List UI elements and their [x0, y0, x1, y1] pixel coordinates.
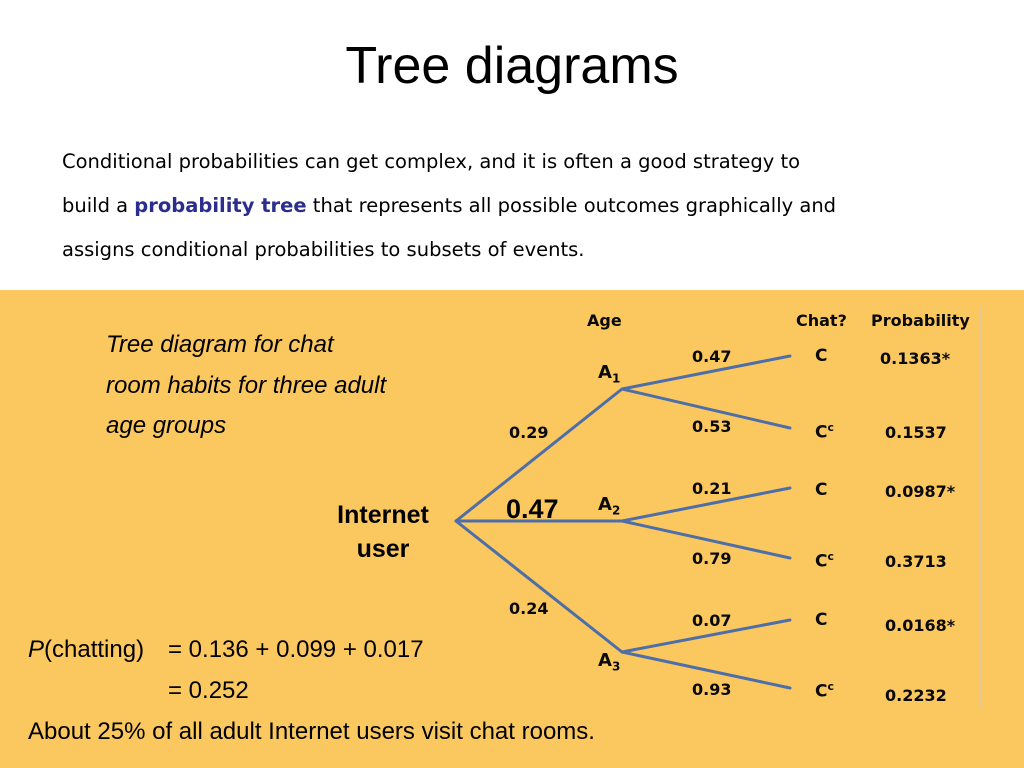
a1-outcome-cc-sup: c	[827, 421, 835, 434]
age-header: Age	[587, 311, 622, 330]
a1-chat-joint: 0.1363*	[880, 349, 951, 368]
a3-outcome-c-letter: C	[815, 610, 828, 630]
age-weight-a3: 0.24	[509, 599, 549, 618]
age-weight-a1: 0.29	[509, 423, 549, 442]
age-node-a3	[598, 650, 620, 674]
root-label-line-1: Internet	[337, 501, 429, 529]
a1-chat-prob: 0.47	[692, 347, 732, 366]
a2-nochat-joint: 0.3713	[885, 552, 947, 571]
age-node-a2-sub: 2	[611, 503, 621, 518]
intro-line-2-pre: build a	[62, 194, 135, 217]
a3-outcome-cc-letter: C	[815, 681, 828, 702]
caption-line-1: Tree diagram for chat	[106, 331, 334, 358]
calc-rhs-line-1: = 0.136 + 0.099 + 0.017	[168, 636, 424, 663]
a1-outcome-c-letter: C	[815, 346, 828, 366]
chat-header: Chat?	[796, 311, 847, 330]
a2-chat-prob: 0.21	[692, 479, 732, 498]
a3-chat-joint: 0.0168*	[885, 616, 956, 635]
a2-outcome-c-letter: C	[815, 480, 828, 500]
a1-outcome-cc-letter: C	[815, 422, 828, 443]
a2-outcome-cc	[815, 550, 834, 572]
probability-tree-term: probability tree	[134, 194, 307, 217]
probability-header: Probability	[871, 311, 970, 330]
age-node-a1	[598, 362, 620, 386]
a3-outcome-c	[815, 610, 827, 630]
slide-title: Tree diagrams	[345, 37, 679, 95]
a3-nochat-prob: 0.93	[692, 680, 732, 699]
root-to-a3-branch	[456, 521, 622, 652]
p-event: (chatting)	[44, 636, 145, 663]
a1-outcome-cc	[815, 421, 834, 443]
intro-line-2-post: that represents all possible outcomes graphically and	[306, 194, 837, 217]
a3-chat-prob: 0.07	[692, 611, 732, 630]
a2-nochat-prob: 0.79	[692, 549, 732, 568]
age-node-a3-base: A	[598, 650, 612, 671]
conclusion-text: About 25% of all adult Internet users visit chat rooms.	[28, 718, 595, 745]
age-node-a1-base: A	[598, 362, 612, 383]
a1-outcome-c	[815, 346, 827, 366]
intro-line-1: Conditional probabilities can get complex, and it is often a good strategy to	[62, 150, 801, 173]
age-node-a1-sub: 1	[611, 371, 621, 386]
age-node-a2-base: A	[598, 494, 612, 515]
a3-outcome-cc	[815, 680, 834, 702]
age-weight-a2: 0.47	[506, 494, 559, 524]
a1-nochat-joint: 0.1537	[885, 423, 947, 442]
a2-outcome-cc-sup: c	[827, 550, 835, 563]
a2-outcome-cc-letter: C	[815, 551, 828, 572]
root-node-label	[310, 498, 456, 566]
calc-rhs-line-2: = 0.252	[168, 677, 249, 704]
a3-outcome-cc-sup: c	[827, 680, 835, 693]
a2-outcome-c	[815, 480, 827, 500]
p-chatting-line-1	[28, 636, 144, 664]
age-node-a2	[598, 494, 620, 518]
p-symbol: P	[28, 636, 45, 663]
caption-line-2: room habits for three adult	[106, 371, 387, 399]
root-label-line-2: user	[356, 535, 410, 563]
caption-line-3: age groups	[106, 412, 227, 439]
a3-nochat-joint: 0.2232	[885, 686, 947, 705]
age-node-a3-sub: 3	[611, 659, 621, 674]
intro-line-3: assigns conditional probabilities to subsets of events.	[62, 238, 585, 261]
a1-nochat-prob: 0.53	[692, 417, 732, 436]
a2-chat-joint: 0.0987*	[885, 482, 956, 501]
